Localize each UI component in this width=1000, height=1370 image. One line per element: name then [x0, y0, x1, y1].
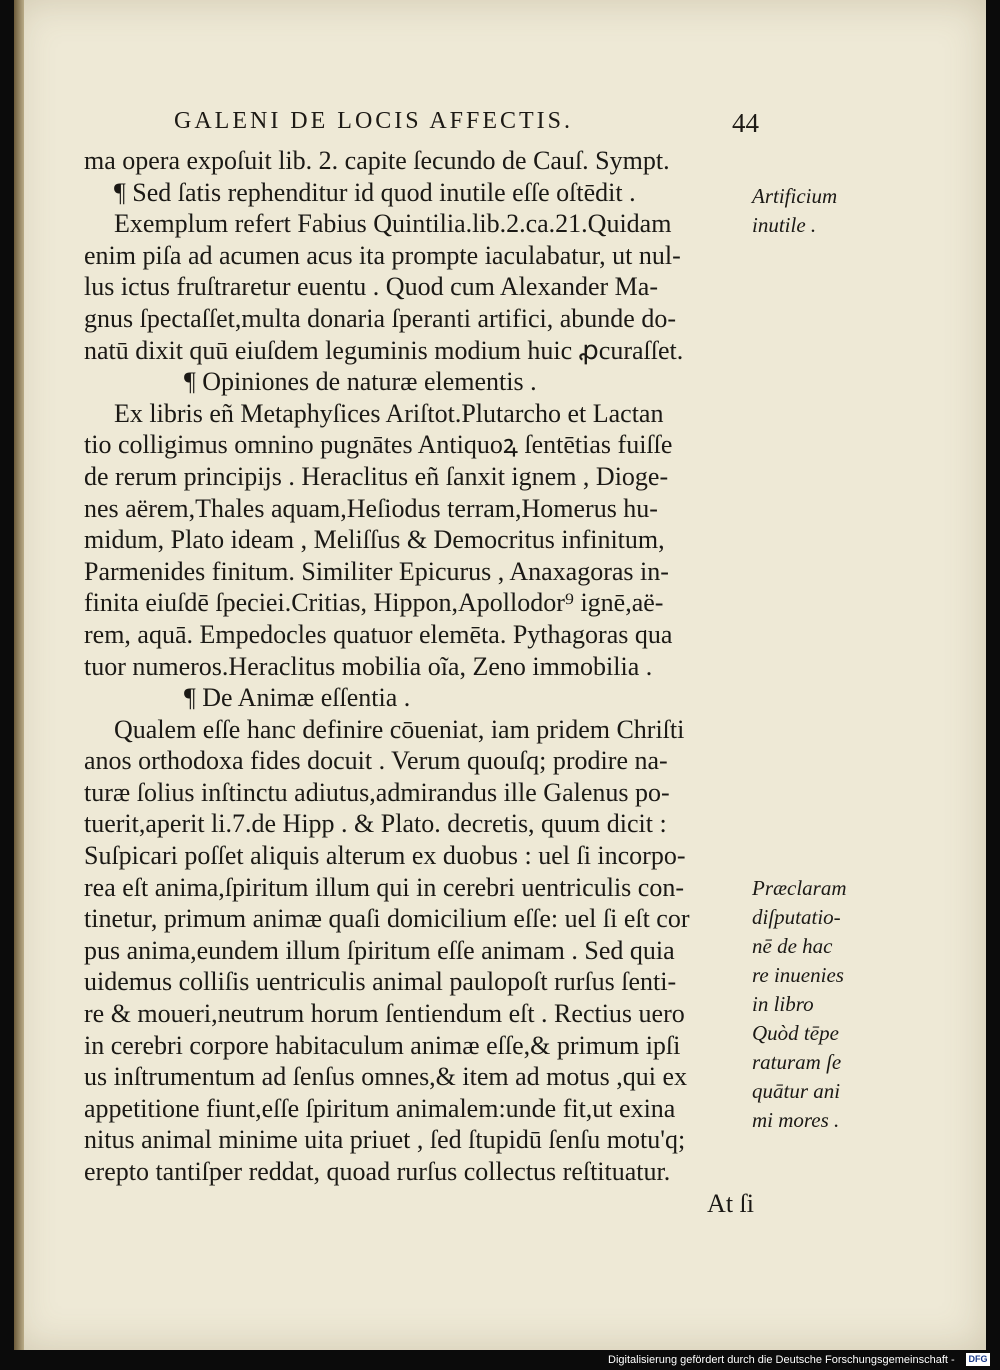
text-line: Exemplum refert Fabius Quintilia.lib.2.ca.21.Quidam	[114, 209, 672, 239]
digitization-credit: Digitalisierung gefördert durch die Deutsche Forschungsgemeinschaft -	[608, 1354, 955, 1366]
text-line: finita eiuſdē ſpeciei.Critias, Hippon,Apollodor⁹ ignē,aë-	[84, 588, 664, 618]
text-line: erepto tantiſper reddat, quoad rurſus collectus reſtituatur.	[84, 1157, 671, 1186]
marginal-note-line: mi mores .	[752, 1108, 840, 1132]
text-line: tinetur, primum animæ quaſi domicilium eſſe: uel ſi eſt cor	[84, 904, 690, 934]
text-line: nes aërem,Thales aquam,Heſiodus terram,Homerus hu-	[84, 493, 658, 523]
text-line: anos orthodoxa fides docuit . Verum quouſq; prodire na-	[84, 746, 668, 776]
text-line: appetitione fiunt,eſſe ſpiritum animalem:unde fit,ut exina	[84, 1093, 676, 1123]
section-heading: ¶ Opiniones de naturæ elementis .	[184, 367, 537, 397]
text-line: ¶ Sed ſatis rephenditur id quod inutile eſſe oſtēdit .	[114, 177, 636, 207]
text-line: ma opera expoſuit lib. 2. capite ſecundo de Cauſ. Sympt.	[84, 146, 670, 175]
text-line: re & moueri,neutrum horum ſentiendum eſt . Rectius uero	[84, 999, 685, 1029]
text-line: de rerum principijs . Heraclitus eñ ſanxit ignem , Dioge-	[84, 461, 669, 491]
marginal-note-line: Artificium	[752, 184, 838, 208]
text-line: nitus animal minime uita priuet , ſed ſtupidū ſenſu motu'q;	[84, 1125, 686, 1155]
book-page	[14, 0, 986, 1350]
text-line: midum, Plato ideam , Meliſſus & Democritus infinitum,	[84, 525, 665, 555]
marginal-note-line: in libro	[752, 992, 814, 1016]
text-line: turæ ſolius inſtinctu adiutus,admirandus ille Galenus po-	[84, 777, 670, 807]
marginal-note-line: raturam ſe	[752, 1050, 842, 1074]
marginal-note-line: re inuenies	[752, 963, 844, 987]
marginal-note-line: diſputatio-	[752, 905, 841, 929]
catchword: At ſi	[707, 1188, 754, 1218]
text-line: in cerebri corpore habitaculum animæ eſſe,& primum ipſi	[84, 1030, 681, 1060]
marginal-note-line: Quòd tēpe	[752, 1021, 839, 1045]
text-line: lus ictus fruſtraretur euentu . Quod cum Alexander Ma-	[84, 272, 658, 302]
text-line: Parmenides finitum. Similiter Epicurus , Anaxagoras in-	[84, 556, 669, 586]
running-title: GALENI DE LOCIS AFFECTIS.	[174, 108, 574, 134]
text-line: tuerit,aperit li.7.de Hipp . & Plato. decretis, quum dicit :	[84, 809, 667, 839]
text-line: tio colligimus omnino pugnātes Antiquoꝝ ſentētias fuiſſe	[84, 430, 673, 460]
marginal-note	[752, 182, 872, 240]
text-line: rem, aquā. Empedocles quatuor elemēta. Pythagoras qua	[84, 619, 673, 649]
page-number: 44	[732, 108, 759, 138]
text-line: Suſpicari poſſet aliquis alterum ex duobus : uel ſi incorpo-	[84, 841, 686, 871]
text-line: tuor numeros.Heraclitus mobilia oĩa, Zeno immobilia .	[84, 651, 653, 681]
marginal-note-line: inutile .	[752, 213, 817, 237]
marginal-note-line: quātur ani	[752, 1079, 841, 1103]
section-heading: ¶ De Animæ eſſentia .	[184, 683, 411, 713]
text-line: Qualem eſſe hanc definire cōueniat, iam pridem Chriſti	[114, 714, 685, 744]
text-line: uidemus colliſis uentriculis animal paulopoſt rurſus ſenti-	[84, 967, 677, 997]
text-line: Ex libris eñ Metaphyſices Ariſtot.Plutarcho et Lactan	[114, 398, 664, 428]
body-text	[84, 145, 764, 1219]
dfg-logo: DFG	[966, 1353, 990, 1366]
marginal-note	[752, 874, 872, 1135]
text-line: gnus ſpectaſſet,multa donaria ſperanti artifici, abunde do-	[84, 303, 677, 333]
text-line: us inſtrumentum ad ſenſus omnes,& item ad motus ,qui ex	[84, 1062, 687, 1092]
text-line: pus anima,eundem illum ſpiritum eſſe animam . Sed quia	[84, 935, 675, 965]
text-line: enim piſa ad acumen acus ita prompte iaculabatur, ut nul-	[84, 240, 681, 270]
text-line: natū dixit quū eiuſdem leguminis modium huic ꝓcuraſſet.	[84, 335, 684, 365]
text-line: rea eſt anima,ſpiritum illum qui in cerebri uentriculis con-	[84, 872, 684, 902]
marginal-note-line: Præclaram	[752, 876, 847, 900]
marginal-note-line: nē de hac	[752, 934, 833, 958]
running-header	[174, 108, 759, 142]
